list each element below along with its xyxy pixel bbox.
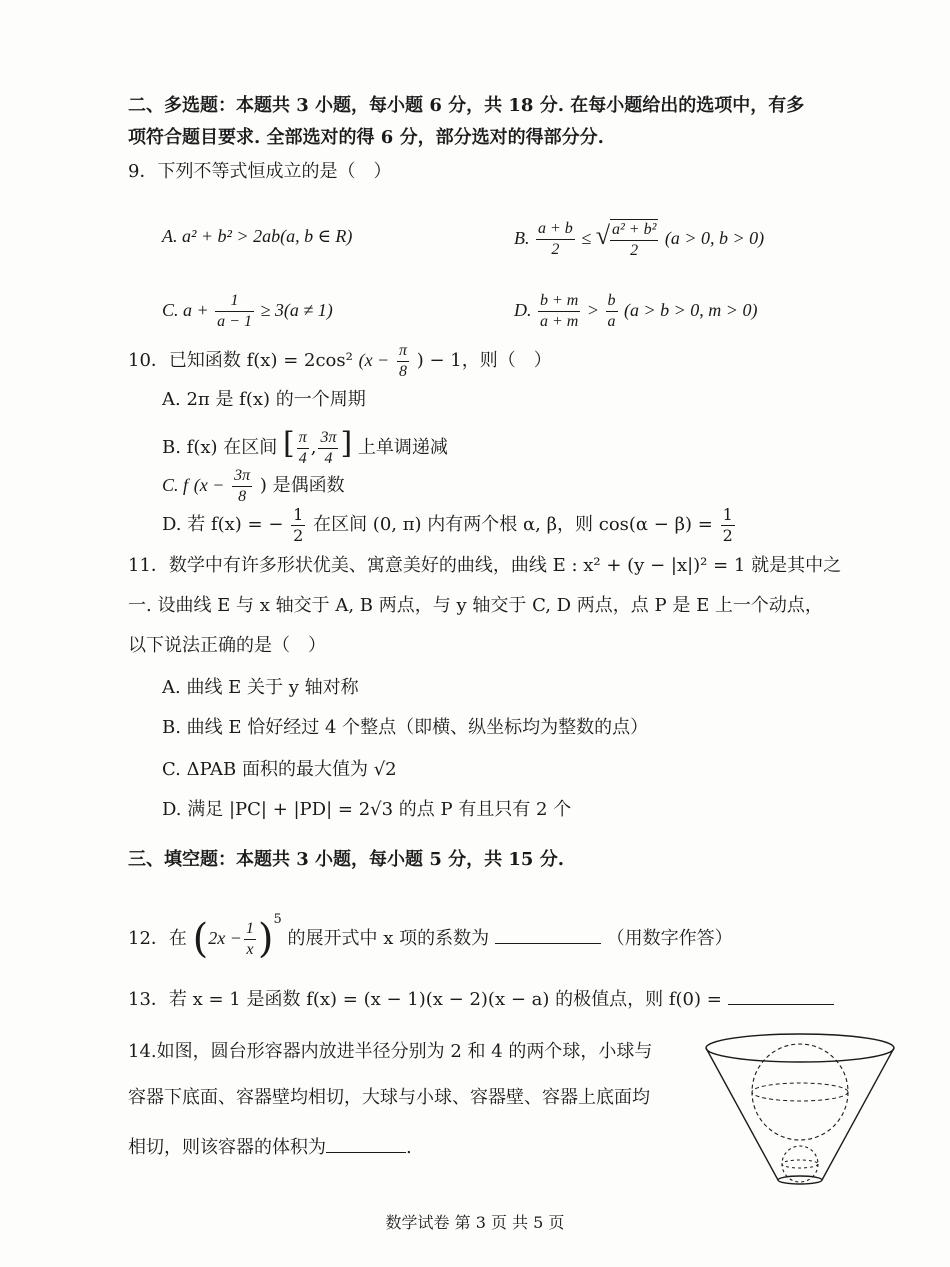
q9-c-numerator: 1 (215, 291, 254, 312)
q10-d-result-fraction (721, 505, 735, 546)
q10-pi-fraction (397, 341, 409, 382)
q14-line3-text: 相切，则该容器的体积为 (128, 1137, 326, 1158)
section2-heading-line1: 二、多选题：本题共 3 小题，每小题 6 分，共 18 分. 在每小题给出的选项中，有多 (128, 95, 805, 116)
q9-c-suffix: ≥ 3(a ≠ 1) (260, 300, 333, 320)
q9-d-fraction-right (606, 291, 618, 332)
q11-option-c: C. ΔPAB 面积的最大值为 √2 (162, 759, 397, 780)
q10-c-inner: (x − (193, 475, 225, 495)
q9-d-left-numerator: b + m (538, 291, 580, 312)
q9-b-label: B. (514, 228, 530, 248)
q12-fraction (244, 919, 256, 960)
q12-numerator: 1 (244, 919, 256, 940)
bracket-left-icon: [ (283, 426, 295, 461)
q9-b-root-denominator: 2 (630, 241, 639, 259)
q9-d-right-numerator: b (606, 291, 618, 312)
q10-b-end-numerator: 3π (318, 428, 338, 449)
section3-heading: 三、填空题：本题共 3 小题，每小题 5 分，共 15 分. (128, 849, 564, 870)
frustum-figure-icon (700, 1030, 900, 1190)
q9-option-b (514, 206, 764, 268)
q14-answer-blank[interactable] (326, 1134, 406, 1153)
q10-b-start-numerator: π (297, 428, 309, 449)
q10-d-half-fraction (291, 505, 305, 546)
q14-line1: 14.如图，圆台形容器内放进半径分别为 2 和 4 的两个球，小球与 (128, 1041, 653, 1062)
q11-option-a: A. 曲线 E 关于 y 轴对称 (162, 677, 359, 698)
q11-option-b: B. 曲线 E 恰好经过 4 个整点（即横、纵坐标均为整数的点） (162, 717, 649, 738)
q9-c-prefix: C. a + (162, 300, 209, 320)
q12-note: （用数字作答） (606, 928, 733, 949)
q10-pi-numerator: π (397, 341, 409, 362)
q11-stem-line1: 11．数学中有许多形状优美、寓意美好的曲线，曲线 E : x² + (y − |x|)² = 1 就是其中之 (128, 555, 842, 576)
q12-suffix: 的展开式中 x 项的系数为 (287, 928, 490, 949)
q9-d-left-denominator: a + m (540, 313, 579, 331)
q10-c-denominator: 8 (238, 487, 247, 505)
q9-stem: 9．下列不等式恒成立的是（ ） (128, 161, 392, 182)
q10-option-d (162, 502, 737, 548)
q9-c-denominator: a − 1 (217, 313, 252, 331)
q10-d-result-numerator: 1 (722, 504, 733, 524)
q12-prefix: 12．在 (128, 928, 187, 949)
q12-right-paren: ) (257, 916, 274, 962)
q10-d-middle: 在区间 (0, π) 内有两个根 α, β，则 cos(α − β) = (313, 514, 713, 535)
q10-pi-denominator: 8 (398, 362, 407, 380)
q14-line2: 容器下底面、容器壁均相切，大球与小球、容器壁、容器上底面均 (128, 1087, 650, 1108)
q10-stem-suffix: ) − 1，则（ ） (416, 350, 552, 371)
q13-text: 13．若 x = 1 是函数 f(x) = (x − 1)(x − 2)(x − a) 的极值点，则 f(0) = (128, 989, 722, 1010)
q10-c-prefix: C. f (162, 475, 189, 495)
q9-c-fraction (215, 291, 254, 332)
q9-option-a: A. a² + b² > 2ab(a, b ∈ R) (162, 226, 353, 246)
q12-exponent: 5 (273, 912, 282, 927)
q10-b-prefix: B. f(x) 在区间 (162, 437, 278, 458)
q10-option-a: A. 2π 是 f(x) 的一个周期 (162, 389, 366, 410)
q10-d-result-denominator: 2 (722, 525, 733, 545)
q10-b-end-denominator: 4 (324, 449, 333, 467)
q10-d-half-numerator: 1 (293, 504, 304, 524)
q10-stem-inner: (x − (358, 350, 390, 370)
q9-d-right-denominator: a (607, 313, 616, 331)
q12-denominator: x (246, 940, 254, 958)
q12-line (128, 904, 733, 969)
q10-c-suffix: ) 是偶函数 (259, 475, 345, 496)
q10-d-half-denominator: 2 (293, 525, 304, 545)
q10-c-numerator: 3π (232, 466, 252, 487)
q12-answer-blank[interactable] (495, 925, 601, 944)
q9-b-numerator: a + b (536, 219, 575, 240)
page-footer: 数学试卷 第 3 页 共 5 页 (385, 1213, 565, 1232)
q9-b-root-numerator: a² + b² (610, 220, 658, 241)
q11-option-d: D. 满足 |PC| + |PD| = 2√3 的点 P 有且只有 2 个 (162, 799, 572, 820)
q11-stem-line2: 一. 设曲线 E 与 x 轴交于 A, B 两点，与 y 轴交于 C, D 两点，点 P 是 E 上一个动点， (128, 595, 823, 616)
section2-heading-line2: 项符合题目要求. 全部选对的得 6 分，部分选对的得部分分. (128, 127, 604, 148)
q13-answer-blank[interactable] (728, 986, 834, 1005)
q9-b-condition: (a > 0, b > 0) (664, 228, 765, 248)
q14-line3-end: . (406, 1137, 412, 1158)
bracket-right-icon: ] (340, 426, 353, 461)
q9-b-denominator: 2 (551, 241, 560, 259)
q9-d-condition: (a > b > 0, m > 0) (624, 300, 758, 320)
q10-stem-prefix: 10．已知函数 f(x) = 2cos² (128, 350, 353, 371)
q9-b-relation: ≤ (581, 228, 592, 248)
q13-line (128, 986, 834, 1014)
q9-option-d (514, 280, 757, 340)
q14-line3 (128, 1134, 412, 1162)
q10-b-start-denominator: 4 (298, 449, 307, 467)
q10-c-fraction (232, 466, 252, 507)
q10-d-prefix: D. 若 f(x) = − (162, 514, 284, 535)
sqrt-icon: √ (595, 221, 610, 250)
q9-option-c (162, 280, 333, 340)
q12-left-paren: ( (192, 916, 209, 962)
q9-b-fraction (536, 219, 575, 260)
q10-b-suffix: 上单调递减 (357, 437, 448, 458)
q10-option-b: B. f(x) 在区间 [ $\frac{\pi}{4}$ , $\frac{3\pi}{4}$ ] 上单调递减 (162, 426, 448, 467)
q11-stem-line3: 以下说法正确的是（ ） (128, 635, 326, 656)
q9-b-root-fraction (610, 219, 658, 261)
q12-term: 2x − (208, 928, 242, 948)
q9-d-fraction-left (538, 291, 580, 332)
q10-stem (128, 334, 552, 387)
q9-d-relation: > (586, 300, 600, 320)
q9-d-label: D. (514, 300, 532, 320)
